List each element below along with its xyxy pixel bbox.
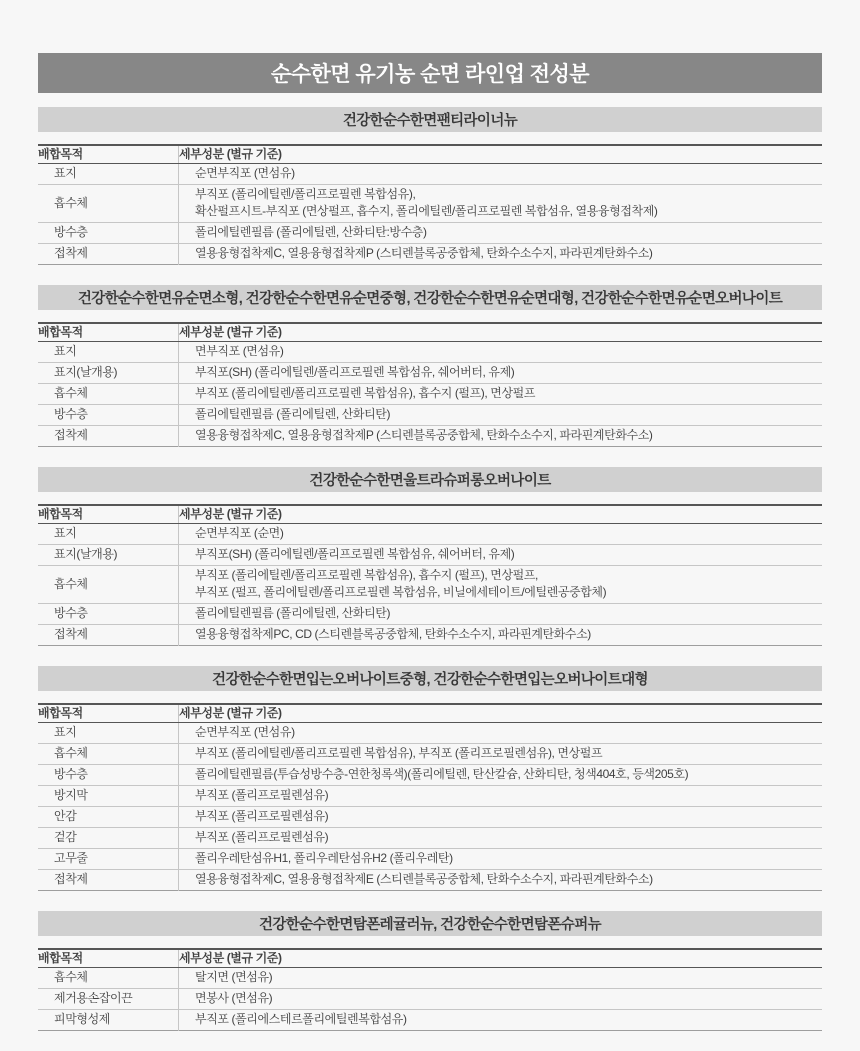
detail-line: 열용융형접착제C, 열용융형접착제P (스티렌블록공중합체, 탄화수소수지, 파라핀계탄화수소) xyxy=(195,428,653,442)
section-header xyxy=(38,107,822,132)
purpose-cell: 제거용손잡이끈 xyxy=(38,989,179,1010)
page-title-banner xyxy=(38,53,822,93)
table-head xyxy=(38,704,822,723)
detail-cell xyxy=(179,849,823,870)
detail-line: 순면부직포 (면섬유) xyxy=(195,725,295,739)
detail-cell xyxy=(179,164,823,185)
table-row xyxy=(38,363,822,384)
column-header-purpose: 배합목적 xyxy=(38,949,179,968)
purpose-cell: 접착제 xyxy=(38,426,179,447)
table-row xyxy=(38,968,822,989)
section-title: 건강한순수한면울트라슈퍼롱오버나이트 xyxy=(309,473,551,489)
detail-line: 부직포 (펄프, 폴리에틸렌/폴리프로필렌 복합섬유, 비닐에세테이트/에틸렌공중합체) xyxy=(195,585,607,599)
purpose-cell: 겉감 xyxy=(38,828,179,849)
detail-cell xyxy=(179,1010,823,1031)
column-header-purpose: 배합목적 xyxy=(38,505,179,524)
detail-cell xyxy=(179,426,823,447)
detail-line: 부직포 (폴리에틸렌/폴리프로필렌 복합섬유), 흡수지 (펄프), 면상펄프, xyxy=(195,568,538,582)
detail-cell xyxy=(179,342,823,363)
purpose-cell: 접착제 xyxy=(38,625,179,646)
detail-line: 부직포 (폴리에틸렌/폴리프로필렌 복합섬유), 흡수지 (펄프), 면상펄프 xyxy=(195,386,536,400)
detail-line: 부직포(SH) (폴리에틸렌/폴리프로필렌 복합섬유, 쉐어버터, 유제) xyxy=(195,547,515,561)
table-row xyxy=(38,405,822,426)
purpose-cell: 흡수체 xyxy=(38,384,179,405)
section-header xyxy=(38,285,822,310)
table-row xyxy=(38,744,822,765)
purpose-cell: 흡수체 xyxy=(38,968,179,989)
purpose-cell: 표지 xyxy=(38,524,179,545)
header-row xyxy=(38,704,822,723)
detail-cell xyxy=(179,363,823,384)
detail-cell xyxy=(179,744,823,765)
header-row xyxy=(38,323,822,342)
table-row xyxy=(38,164,822,185)
detail-cell xyxy=(179,384,823,405)
table-row xyxy=(38,765,822,786)
purpose-cell: 표지(날개용) xyxy=(38,363,179,384)
purpose-cell: 흡수체 xyxy=(38,185,179,223)
section-title: 건강한순수한면팬티라이너뉴 xyxy=(342,113,518,129)
table-row xyxy=(38,625,822,646)
column-header-detail: 세부성분 (별규 기준) xyxy=(179,949,823,968)
purpose-cell: 표지 xyxy=(38,164,179,185)
detail-cell xyxy=(179,545,823,566)
composition-table xyxy=(38,504,822,646)
detail-line: 면봉사 (면섬유) xyxy=(195,991,273,1005)
detail-line: 부직포 (폴리프로필렌섬유) xyxy=(195,788,329,802)
header-row xyxy=(38,145,822,164)
detail-cell xyxy=(179,223,823,244)
header-row xyxy=(38,949,822,968)
detail-line: 부직포 (폴리에틸렌/폴리프로필렌 복합섬유), xyxy=(195,187,416,201)
detail-line: 부직포(SH) (폴리에틸렌/폴리프로필렌 복합섬유, 쉐어버터, 유제) xyxy=(195,365,515,379)
detail-line: 열용융형접착제C, 열용융형접착제E (스티렌블록공중합체, 탄화수소수지, 파라핀계탄화수소) xyxy=(195,872,653,886)
table-row xyxy=(38,786,822,807)
detail-line: 확산펄프시트-부직포 (면상펄프, 흡수지, 폴리에틸렌/폴리프로필렌 복합섬유, 열용융형접착제) xyxy=(195,204,658,218)
page-title: 순수한면 유기농 순면 라인업 전성분 xyxy=(270,63,590,86)
detail-cell xyxy=(179,405,823,426)
composition-table xyxy=(38,144,822,265)
purpose-cell: 표지(날개용) xyxy=(38,545,179,566)
table-body xyxy=(38,342,822,447)
detail-line: 폴리에틸렌필름 (폴리에틸렌, 산화티탄) xyxy=(195,606,391,620)
detail-line: 면부직포 (면섬유) xyxy=(195,344,284,358)
detail-cell xyxy=(179,828,823,849)
detail-line: 열용융형접착제PC, CD (스티렌블록공중합체, 탄화수소수지, 파라핀계탄화수소) xyxy=(195,627,591,641)
detail-cell xyxy=(179,244,823,265)
purpose-cell: 방수층 xyxy=(38,405,179,426)
table-body xyxy=(38,164,822,265)
table-body xyxy=(38,723,822,891)
detail-cell xyxy=(179,604,823,625)
detail-line: 폴리에틸렌필름(투습성방수층-연한청록색)(폴리에틸렌, 탄산칼슘, 산화티탄, 청색404호, 등색205호) xyxy=(195,767,689,781)
table-row xyxy=(38,426,822,447)
table-body xyxy=(38,968,822,1031)
header-row xyxy=(38,505,822,524)
section-title: 건강한순수한면유순면소형, 건강한순수한면유순면중형, 건강한순수한면유순면대형, 건강한순수한면유순면오버나이트 xyxy=(77,291,783,307)
table-row xyxy=(38,604,822,625)
composition-table xyxy=(38,322,822,447)
table-row xyxy=(38,342,822,363)
column-header-detail: 세부성분 (별규 기준) xyxy=(179,505,823,524)
purpose-cell: 표지 xyxy=(38,342,179,363)
table-row xyxy=(38,185,822,223)
detail-cell xyxy=(179,786,823,807)
composition-table xyxy=(38,948,822,1031)
detail-line: 폴리우레탄섬유H1, 폴리우레탄섬유H2 (폴리우레탄) xyxy=(195,851,453,865)
table-head xyxy=(38,145,822,164)
purpose-cell: 접착제 xyxy=(38,870,179,891)
column-header-purpose: 배합목적 xyxy=(38,323,179,342)
purpose-cell: 고무줄 xyxy=(38,849,179,870)
detail-cell xyxy=(179,524,823,545)
purpose-cell: 표지 xyxy=(38,723,179,744)
purpose-cell: 흡수체 xyxy=(38,744,179,765)
table-row xyxy=(38,244,822,265)
detail-cell xyxy=(179,765,823,786)
table-row xyxy=(38,828,822,849)
detail-cell xyxy=(179,185,823,223)
table-row xyxy=(38,223,822,244)
detail-line: 폴리에틸렌필름 (폴리에틸렌, 산화티탄) xyxy=(195,407,391,421)
section-header xyxy=(38,666,822,691)
detail-line: 부직포 (폴리프로필렌섬유) xyxy=(195,809,329,823)
section-header xyxy=(38,467,822,492)
section-title: 건강한순수한면입는오버나이트중형, 건강한순수한면입는오버나이트대형 xyxy=(212,672,648,688)
composition-table xyxy=(38,703,822,891)
purpose-cell: 피막형성제 xyxy=(38,1010,179,1031)
column-header-purpose: 배합목적 xyxy=(38,704,179,723)
detail-line: 폴리에틸렌필름 (폴리에틸렌, 산화티탄:방수층) xyxy=(195,225,427,239)
purpose-cell: 방지막 xyxy=(38,786,179,807)
detail-cell xyxy=(179,870,823,891)
detail-line: 부직포 (폴리프로필렌섬유) xyxy=(195,830,329,844)
table-row xyxy=(38,807,822,828)
table-head xyxy=(38,505,822,524)
detail-line: 부직포 (폴리에스테르폴리에틸렌복합섬유) xyxy=(195,1012,407,1026)
table-row xyxy=(38,524,822,545)
detail-cell xyxy=(179,723,823,744)
detail-cell xyxy=(179,989,823,1010)
detail-line: 부직포 (폴리에틸렌/폴리프로필렌 복합섬유), 부직포 (폴리프로필렌섬유), 면상펄프 xyxy=(195,746,603,760)
purpose-cell: 안감 xyxy=(38,807,179,828)
table-row xyxy=(38,870,822,891)
table-row xyxy=(38,723,822,744)
detail-line: 순면부직포 (면섬유) xyxy=(195,166,295,180)
document-content xyxy=(38,53,822,1051)
table-head xyxy=(38,323,822,342)
purpose-cell: 접착제 xyxy=(38,244,179,265)
table-head xyxy=(38,949,822,968)
detail-line: 열용융형접착제C, 열용융형접착제P (스티렌블록공중합체, 탄화수소수지, 파라핀계탄화수소) xyxy=(195,246,653,260)
column-header-detail: 세부성분 (별규 기준) xyxy=(179,323,823,342)
detail-line: 순면부직포 (순면) xyxy=(195,526,284,540)
detail-cell xyxy=(179,625,823,646)
table-row xyxy=(38,384,822,405)
purpose-cell: 방수층 xyxy=(38,765,179,786)
table-row xyxy=(38,849,822,870)
column-header-purpose: 배합목적 xyxy=(38,145,179,164)
purpose-cell: 흡수체 xyxy=(38,566,179,604)
section-header xyxy=(38,911,822,936)
detail-cell xyxy=(179,968,823,989)
sections-container xyxy=(38,107,822,1031)
column-header-detail: 세부성분 (별규 기준) xyxy=(179,145,823,164)
table-body xyxy=(38,524,822,646)
detail-cell xyxy=(179,807,823,828)
purpose-cell: 방수층 xyxy=(38,223,179,244)
table-row xyxy=(38,566,822,604)
purpose-cell: 방수층 xyxy=(38,604,179,625)
table-row xyxy=(38,545,822,566)
detail-cell xyxy=(179,566,823,604)
column-header-detail: 세부성분 (별규 기준) xyxy=(179,704,823,723)
detail-line: 탈지면 (면섬유) xyxy=(195,970,273,984)
table-row xyxy=(38,1010,822,1031)
section-title: 건강한순수한면탐폰레귤러뉴, 건강한순수한면탐폰슈퍼뉴 xyxy=(258,917,602,933)
table-row xyxy=(38,989,822,1010)
